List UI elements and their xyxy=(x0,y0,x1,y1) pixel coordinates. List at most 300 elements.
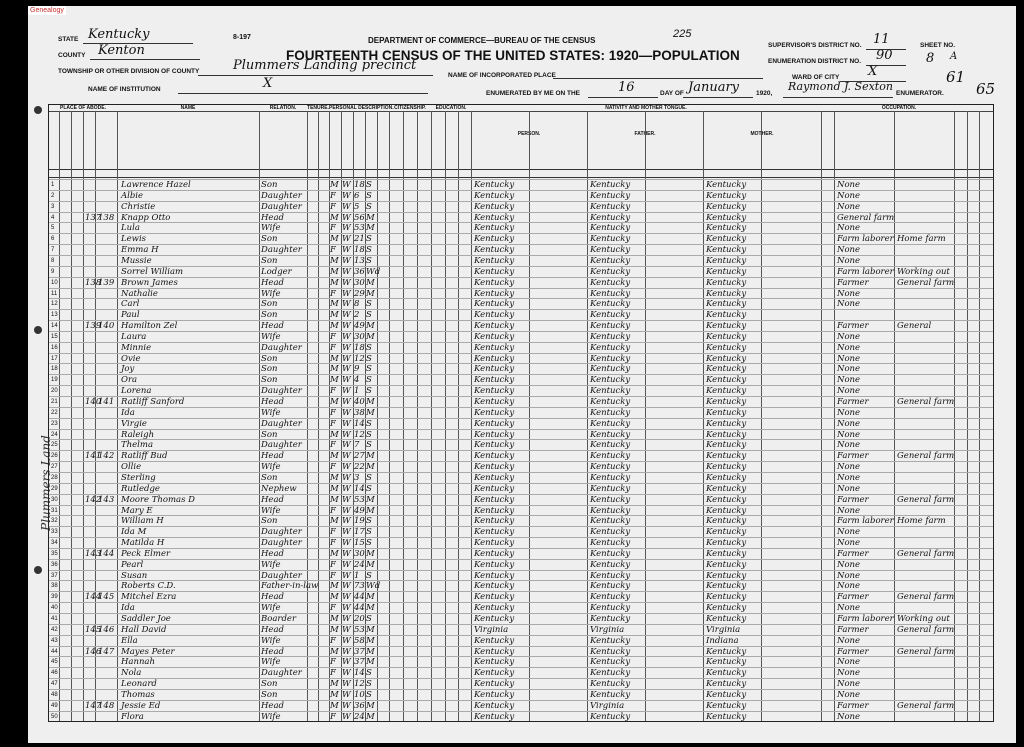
person-name: Thelma xyxy=(121,440,154,451)
marital-status: S xyxy=(366,429,372,440)
state-label: STATE xyxy=(58,36,79,43)
birthplace: Kentucky xyxy=(474,483,515,494)
birthplace: Kentucky xyxy=(474,418,515,429)
relation: Daughter xyxy=(261,386,302,397)
sex: F xyxy=(330,559,336,570)
father-birthplace: Virginia xyxy=(590,624,625,635)
occupation: None xyxy=(837,462,861,473)
race: W xyxy=(342,516,351,527)
mother-birthplace: Kentucky xyxy=(706,407,747,418)
enumerator-value: Raymond J. Sexton xyxy=(788,80,893,93)
group-tenure: TENURE. xyxy=(307,105,329,111)
race: W xyxy=(342,223,351,234)
occupation: None xyxy=(837,570,861,581)
birthplace: Kentucky xyxy=(474,223,515,234)
birthplace: Kentucky xyxy=(474,472,515,483)
person-name: Susan xyxy=(121,570,148,581)
industry: General farm xyxy=(897,646,955,657)
nativity-mother: MOTHER. xyxy=(750,131,774,137)
race: W xyxy=(342,462,351,473)
father-birthplace: Kentucky xyxy=(590,190,631,201)
line-number: 25 xyxy=(51,442,58,449)
line-number: 22 xyxy=(51,409,58,416)
age: 12 xyxy=(354,353,365,364)
marital-status: S xyxy=(366,418,372,429)
line-number: 43 xyxy=(51,637,58,644)
sex: F xyxy=(330,603,336,614)
day-label: DAY OF xyxy=(660,90,684,97)
punch-hole xyxy=(34,566,42,574)
race: W xyxy=(342,538,351,549)
person-name: Sterling xyxy=(121,472,156,483)
age: 15 xyxy=(354,538,365,549)
father-birthplace: Kentucky xyxy=(590,375,631,386)
age: 14 xyxy=(354,418,365,429)
relation: Son xyxy=(261,516,278,527)
birthplace: Kentucky xyxy=(474,679,515,690)
mother-birthplace: Kentucky xyxy=(706,331,747,342)
census-title: FOURTEENTH CENSUS OF THE UNITED STATES: 1920—POPULATION xyxy=(286,48,740,63)
mother-birthplace: Kentucky xyxy=(706,234,747,245)
birthplace: Kentucky xyxy=(474,234,515,245)
punch-hole xyxy=(34,106,42,114)
age: 37 xyxy=(354,646,365,657)
occupation: None xyxy=(837,679,861,690)
age: 17 xyxy=(354,527,365,538)
mother-birthplace: Kentucky xyxy=(706,342,747,353)
marital-status: M xyxy=(366,288,375,299)
line-number: 42 xyxy=(51,626,58,633)
sex: M xyxy=(330,180,339,190)
father-birthplace: Kentucky xyxy=(590,342,631,353)
race: W xyxy=(342,245,351,256)
relation: Son xyxy=(261,299,278,310)
race: W xyxy=(342,288,351,299)
occupation: Farm laborer xyxy=(837,516,894,527)
person-name: Peck Elmer xyxy=(121,548,171,559)
occupation: General farm xyxy=(837,212,895,223)
person-name: Mitchel Ezra xyxy=(121,592,177,603)
age: 4 xyxy=(354,375,360,386)
birthplace: Kentucky xyxy=(474,190,515,201)
mother-birthplace: Kentucky xyxy=(706,603,747,614)
age: 49 xyxy=(354,321,365,332)
birthplace: Kentucky xyxy=(474,407,515,418)
mother-birthplace: Kentucky xyxy=(706,483,747,494)
sex: F xyxy=(330,342,336,353)
mother-birthplace: Kentucky xyxy=(706,310,747,321)
line-number: 24 xyxy=(51,431,58,438)
line-number: 27 xyxy=(51,464,58,471)
sex: M xyxy=(330,624,339,635)
sex: M xyxy=(330,266,339,277)
person-name: Nola xyxy=(121,668,142,679)
relation: Daughter xyxy=(261,245,302,256)
line-number: 3 xyxy=(51,203,55,210)
person-name: Hannah xyxy=(121,657,155,668)
occupation: None xyxy=(837,581,861,592)
enumerator-label: ENUMERATOR. xyxy=(896,90,944,97)
father-birthplace: Kentucky xyxy=(590,603,631,614)
age: 44 xyxy=(354,592,365,603)
father-birthplace: Kentucky xyxy=(590,679,631,690)
line-number: 50 xyxy=(51,713,58,720)
father-birthplace: Kentucky xyxy=(590,668,631,679)
person-name: Ora xyxy=(121,375,138,386)
race: W xyxy=(342,331,351,342)
sex: M xyxy=(330,679,339,690)
father-birthplace: Kentucky xyxy=(590,353,631,364)
person-name: Knapp Otto xyxy=(121,212,171,223)
line-number: 37 xyxy=(51,572,58,579)
mother-birthplace: Kentucky xyxy=(706,429,747,440)
relation: Son xyxy=(261,429,278,440)
marital-status: M xyxy=(366,462,375,473)
person-name: Pearl xyxy=(121,559,144,570)
father-birthplace: Kentucky xyxy=(590,494,631,505)
mother-birthplace: Kentucky xyxy=(706,288,747,299)
sex: M xyxy=(330,700,339,711)
age: 38 xyxy=(354,407,365,418)
line-number: 48 xyxy=(51,691,58,698)
institution-label: NAME OF INSTITUTION xyxy=(88,86,161,93)
birthplace: Kentucky xyxy=(474,429,515,440)
sex: M xyxy=(330,353,339,364)
mother-birthplace: Kentucky xyxy=(706,190,747,201)
day-value: 16 xyxy=(618,80,635,95)
race: W xyxy=(342,353,351,364)
relation: Son xyxy=(261,364,278,375)
industry: General farm xyxy=(897,548,955,559)
mother-birthplace: Kentucky xyxy=(706,321,747,332)
person-name: Emma H xyxy=(121,245,159,256)
person-name: Hall David xyxy=(121,624,167,635)
race: W xyxy=(342,635,351,646)
race: W xyxy=(342,581,351,592)
occupation: None xyxy=(837,255,861,266)
person-name: William H xyxy=(121,516,164,527)
birthplace: Kentucky xyxy=(474,245,515,256)
mother-birthplace: Kentucky xyxy=(706,516,747,527)
birthplace: Kentucky xyxy=(474,548,515,559)
race: W xyxy=(342,397,351,407)
dwelling-number: 145 xyxy=(85,624,102,635)
occupation: Farmer xyxy=(837,624,869,635)
birthplace: Kentucky xyxy=(474,342,515,353)
marital-status: S xyxy=(366,342,372,353)
line-number: 16 xyxy=(51,344,58,351)
industry: General farm xyxy=(897,397,955,407)
birthplace: Kentucky xyxy=(474,668,515,679)
race: W xyxy=(342,277,351,288)
ward-label: WARD OF CITY xyxy=(792,74,840,81)
relation: Head xyxy=(261,212,284,223)
sex: F xyxy=(330,462,336,473)
race: W xyxy=(342,700,351,711)
occupation: None xyxy=(837,190,861,201)
person-name: Albie xyxy=(121,190,144,201)
relation: Head xyxy=(261,277,284,288)
marital-status: M xyxy=(366,277,375,288)
mother-birthplace: Kentucky xyxy=(706,245,747,256)
occupation: None xyxy=(837,364,861,375)
marital-status: S xyxy=(366,472,372,483)
mother-birthplace: Kentucky xyxy=(706,299,747,310)
marital-status: M xyxy=(366,559,375,570)
mother-birthplace: Kentucky xyxy=(706,538,747,549)
birthplace: Kentucky xyxy=(474,288,515,299)
sex: M xyxy=(330,321,339,332)
institution-value: X xyxy=(263,76,273,91)
marital-status: M xyxy=(366,397,375,407)
birthplace: Kentucky xyxy=(474,700,515,711)
enumeration-label: ENUMERATION DISTRICT NO. xyxy=(768,58,862,65)
race: W xyxy=(342,494,351,505)
occupation: Farmer xyxy=(837,397,869,407)
father-birthplace: Kentucky xyxy=(590,548,631,559)
person-name: Hamilton Zel xyxy=(121,321,178,332)
line-number: 6 xyxy=(51,236,55,243)
person-name: Paul xyxy=(121,310,140,321)
occupation: Farmer xyxy=(837,646,869,657)
nativity-father: FATHER. xyxy=(634,131,656,137)
father-birthplace: Kentucky xyxy=(590,451,631,462)
industry: General farm xyxy=(897,624,955,635)
relation: Wife xyxy=(261,288,281,299)
age: 6 xyxy=(354,190,360,201)
line-number: 9 xyxy=(51,268,55,275)
relation: Daughter xyxy=(261,668,302,679)
mother-birthplace: Kentucky xyxy=(706,223,747,234)
age: 53 xyxy=(354,624,365,635)
occupation: None xyxy=(837,711,861,722)
mother-birthplace: Kentucky xyxy=(706,494,747,505)
father-birthplace: Kentucky xyxy=(590,711,631,722)
dwelling-number: 143 xyxy=(85,548,102,559)
race: W xyxy=(342,310,351,321)
person-name: Thomas xyxy=(121,689,155,700)
mother-birthplace: Kentucky xyxy=(706,548,747,559)
sex: F xyxy=(330,288,336,299)
mother-birthplace: Kentucky xyxy=(706,505,747,516)
county-value: Kenton xyxy=(98,43,145,58)
department-title: DEPARTMENT OF COMMERCE—BUREAU OF THE CENSUS xyxy=(368,36,596,45)
occupation: None xyxy=(837,375,861,386)
family-number: 146 xyxy=(98,624,115,635)
age: 5 xyxy=(354,201,360,212)
line-number: 45 xyxy=(51,659,58,666)
relation: Wife xyxy=(261,559,281,570)
age: 36 xyxy=(354,266,365,277)
relation: Son xyxy=(261,375,278,386)
relation: Wife xyxy=(261,407,281,418)
age: 9 xyxy=(354,364,360,375)
mother-birthplace: Kentucky xyxy=(706,462,747,473)
race: W xyxy=(342,255,351,266)
race: W xyxy=(342,472,351,483)
group-occupation: OCCUPATION. xyxy=(881,105,917,111)
father-birthplace: Kentucky xyxy=(590,266,631,277)
race: W xyxy=(342,180,351,190)
sex: M xyxy=(330,212,339,223)
father-birthplace: Virginia xyxy=(590,700,625,711)
marital-status: S xyxy=(366,516,372,527)
mother-birthplace: Kentucky xyxy=(706,375,747,386)
person-name: Lorena xyxy=(121,386,152,397)
race: W xyxy=(342,342,351,353)
race: W xyxy=(342,386,351,397)
marital-status: S xyxy=(366,375,372,386)
line-number: 4 xyxy=(51,214,55,221)
line-number: 33 xyxy=(51,529,58,536)
marital-status: S xyxy=(366,201,372,212)
sex: M xyxy=(330,299,339,310)
birthplace: Kentucky xyxy=(474,331,515,342)
mother-birthplace: Kentucky xyxy=(706,353,747,364)
group-name: NAME xyxy=(180,105,196,111)
sex: F xyxy=(330,440,336,451)
birthplace: Kentucky xyxy=(474,212,515,223)
mother-birthplace: Kentucky xyxy=(706,255,747,266)
sex: F xyxy=(330,223,336,234)
sex: M xyxy=(330,255,339,266)
person-name: Mayes Peter xyxy=(121,646,175,657)
occupation: Farmer xyxy=(837,494,869,505)
birthplace: Kentucky xyxy=(474,646,515,657)
father-birthplace: Kentucky xyxy=(590,180,631,190)
birthplace: Kentucky xyxy=(474,353,515,364)
age: 24 xyxy=(354,559,365,570)
relation: Son xyxy=(261,310,278,321)
father-birthplace: Kentucky xyxy=(590,592,631,603)
birthplace: Kentucky xyxy=(474,440,515,451)
race: W xyxy=(342,559,351,570)
race: W xyxy=(342,375,351,386)
mother-birthplace: Kentucky xyxy=(706,440,747,451)
occupation: None xyxy=(837,180,861,190)
sheet-letter: A xyxy=(950,51,958,62)
mother-birthplace: Kentucky xyxy=(706,212,747,223)
person-name: Saddler Joe xyxy=(121,614,171,624)
person-name: Christie xyxy=(121,201,156,212)
person-name: Mary E xyxy=(121,505,153,516)
father-birthplace: Kentucky xyxy=(590,407,631,418)
father-birthplace: Kentucky xyxy=(590,331,631,342)
industry: General farm xyxy=(897,592,955,603)
person-name: Ratliff Bud xyxy=(121,451,168,462)
mother-birthplace: Kentucky xyxy=(706,364,747,375)
sex: F xyxy=(330,657,336,668)
birthplace: Kentucky xyxy=(474,538,515,549)
race: W xyxy=(342,440,351,451)
mother-birthplace: Kentucky xyxy=(706,614,747,624)
relation: Daughter xyxy=(261,201,302,212)
relation: Daughter xyxy=(261,538,302,549)
birthplace: Kentucky xyxy=(474,516,515,527)
age: 56 xyxy=(354,212,365,223)
mother-birthplace: Kentucky xyxy=(706,266,747,277)
family-number: 147 xyxy=(98,646,115,657)
sex: M xyxy=(330,548,339,559)
age: 14 xyxy=(354,668,365,679)
person-name: Ida xyxy=(121,407,135,418)
sex: F xyxy=(330,201,336,212)
line-number: 14 xyxy=(51,323,58,330)
relation: Wife xyxy=(261,657,281,668)
birthplace: Kentucky xyxy=(474,581,515,592)
race: W xyxy=(342,321,351,332)
birthplace: Kentucky xyxy=(474,494,515,505)
occupation: None xyxy=(837,559,861,570)
marital-status: S xyxy=(366,689,372,700)
birthplace: Kentucky xyxy=(474,310,515,321)
person-name: Rutledge xyxy=(121,483,160,494)
mother-birthplace: Kentucky xyxy=(706,180,747,190)
age: 14 xyxy=(354,483,365,494)
birthplace: Kentucky xyxy=(474,180,515,190)
person-name: Virgie xyxy=(121,418,147,429)
family-number: 142 xyxy=(98,451,115,462)
dwelling-number: 139 xyxy=(85,321,102,332)
marital-status: S xyxy=(366,180,372,190)
line-number: 8 xyxy=(51,257,55,264)
birthplace: Kentucky xyxy=(474,299,515,310)
sex: F xyxy=(330,711,336,722)
age: 24 xyxy=(354,711,365,722)
occupation: None xyxy=(837,418,861,429)
state-value: Kentucky xyxy=(88,27,150,42)
occupation: None xyxy=(837,299,861,310)
relation: Wife xyxy=(261,331,281,342)
race: W xyxy=(342,657,351,668)
relation: Nephew xyxy=(261,483,297,494)
person-name: Flora xyxy=(121,711,144,722)
occupation: None xyxy=(837,657,861,668)
line-number: 39 xyxy=(51,594,58,601)
family-number: 144 xyxy=(98,548,115,559)
race: W xyxy=(342,201,351,212)
industry: General farm xyxy=(897,451,955,462)
sex: F xyxy=(330,635,336,646)
marital-status: M xyxy=(366,451,375,462)
relation: Head xyxy=(261,592,284,603)
age: 21 xyxy=(354,234,365,245)
occupation: None xyxy=(837,386,861,397)
father-birthplace: Kentucky xyxy=(590,689,631,700)
person-name: Lewis xyxy=(121,234,147,245)
line-number: 31 xyxy=(51,507,58,514)
sex: F xyxy=(330,668,336,679)
marital-status: S xyxy=(366,364,372,375)
occupation: None xyxy=(837,603,861,614)
father-birthplace: Kentucky xyxy=(590,472,631,483)
family-number: 140 xyxy=(98,321,115,332)
occupation: None xyxy=(837,635,861,646)
person-name: Moore Thomas D xyxy=(121,494,196,505)
sex: F xyxy=(330,331,336,342)
occupation: None xyxy=(837,527,861,538)
father-birthplace: Kentucky xyxy=(590,581,631,592)
relation: Son xyxy=(261,679,278,690)
industry: General xyxy=(897,321,932,332)
dwelling-number: 138 xyxy=(85,277,102,288)
sex: M xyxy=(330,483,339,494)
occupation: None xyxy=(837,353,861,364)
occupation: Farm laborer xyxy=(837,266,894,277)
age: 30 xyxy=(354,277,365,288)
marital-status: S xyxy=(366,245,372,256)
age: 49 xyxy=(354,505,365,516)
